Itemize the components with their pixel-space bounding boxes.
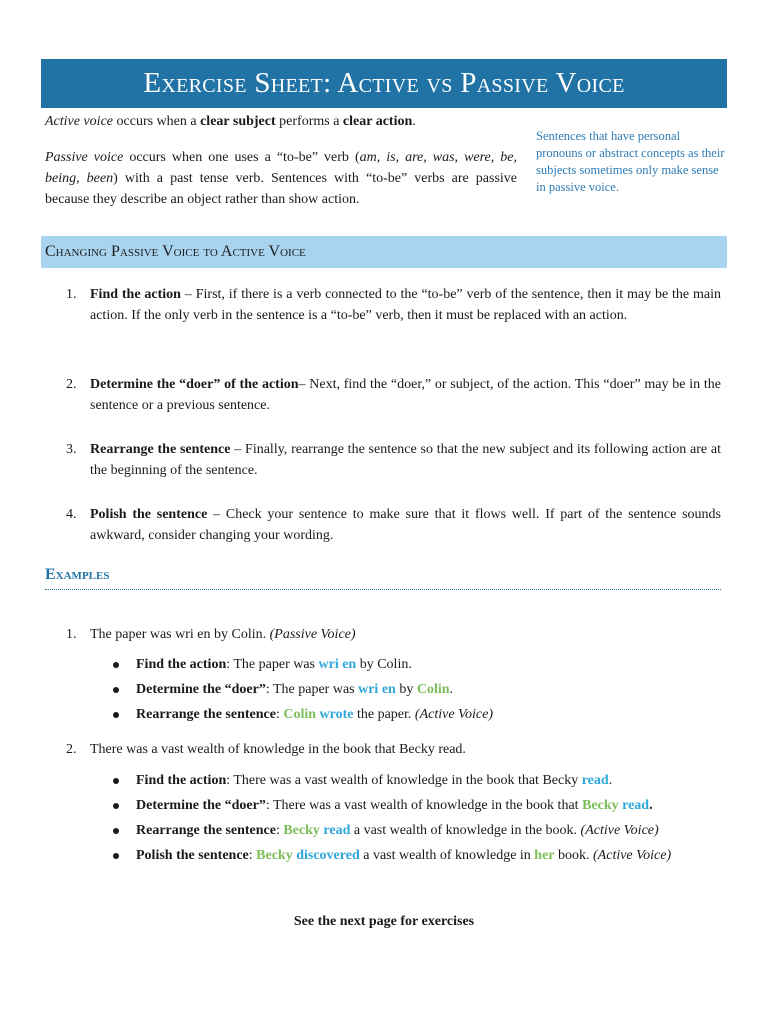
example-step	[113, 704, 723, 725]
bullet-dot-icon	[113, 778, 119, 784]
example-step	[113, 679, 723, 700]
example-step-text: Find the action: The paper was wri en by Colin.	[136, 657, 412, 672]
examples-heading: Examples	[45, 566, 721, 590]
step-text: – First, if there is a verb connected to the “to-be” verb of the sentence, then it may be the main action. If the only verb in the sentence is a “to-be” verb, then it must be replaced with an action.	[90, 287, 722, 323]
example-step-text: Determine the “doer”: There was a vast wealth of knowledge in the book that Becky read.	[136, 798, 653, 813]
step-text: – Check your sentence to make sure that it flows well. If part of the sentence sounds awkward, consider changing your wording.	[90, 507, 721, 543]
sidebar-note: Sentences that have personal pronouns or abstract concepts as their subjects sometimes only make sense in passive voice.	[536, 129, 725, 194]
step-item	[66, 439, 721, 481]
next-page-note: See the next page for exercises	[293, 914, 475, 929]
intro-section	[45, 111, 517, 225]
step-number: 1.	[66, 287, 77, 302]
example-step-text: Rearrange the sentence: Colin wrote the paper. (Active Voice)	[136, 707, 494, 722]
example-step	[113, 770, 723, 791]
section-heading: Changing Passive Voice to Active Voice	[41, 236, 727, 268]
bullet-dot-icon	[113, 828, 119, 834]
step-number: 2.	[66, 377, 77, 392]
bullet-dot-icon	[113, 712, 119, 718]
example-step-text: Polish the sentence: Becky discovered a vast wealth of knowledge in her book. (Active Voice)	[136, 848, 672, 863]
steps-list	[66, 284, 721, 546]
example-number: 2.	[66, 742, 77, 757]
example-step-text: Find the action: There was a vast wealth of knowledge in the book that Becky read.	[136, 773, 613, 788]
example-text: The paper was wri en by Colin. (Passive Voice)	[90, 627, 356, 642]
example-steps-list	[113, 770, 723, 870]
example-number: 1.	[66, 627, 77, 642]
bullet-dot-icon	[113, 687, 119, 693]
example-step	[113, 654, 723, 675]
example-text: There was a vast wealth of knowledge in the book that Becky read.	[90, 742, 466, 757]
step-number: 3.	[66, 442, 77, 457]
example-step	[113, 820, 723, 841]
intro-active-definition: Active voice occurs when a clear subject performs a clear action.	[45, 114, 416, 129]
bullet-dot-icon	[113, 853, 119, 859]
example-sentence	[66, 624, 721, 645]
bullet-dot-icon	[113, 803, 119, 809]
step-text: – Next, find the “doer,” or subject, of the action. This “doer” may be in the sentence or a previous sentence.	[90, 377, 721, 413]
example-step-text: Rearrange the sentence: Becky read a vast wealth of knowledge in the book. (Active Voice)	[136, 823, 659, 838]
step-text: – Finally, rearrange the sentence so that the new subject and its following action are at the beginning of the sentence.	[90, 442, 721, 478]
example-step	[113, 795, 723, 816]
step-item	[66, 374, 721, 416]
step-number: 4.	[66, 507, 77, 522]
bullet-dot-icon	[113, 662, 119, 668]
example-steps-list	[113, 654, 723, 729]
step-term: Find the action	[90, 287, 181, 302]
example-sentence	[66, 739, 721, 760]
intro-passive-definition: Passive voice occurs when one uses a “to-be” verb (am, is, are, was, were, be, being, been) with a past tense verb. Sentences with “to-be” verbs are passive because they describe an object rather than show action.	[45, 150, 518, 207]
step-item	[66, 284, 721, 347]
example-step	[113, 845, 723, 866]
example-step-text: Determine the “doer”: The paper was wri en by Colin.	[136, 682, 454, 697]
step-item	[66, 504, 721, 546]
step-term: Determine the “doer” of the action	[90, 377, 299, 392]
page-title: Exercise Sheet: Active vs Passive Voice	[41, 59, 727, 108]
step-term: Rearrange the sentence	[90, 442, 231, 457]
step-term: Polish the sentence	[90, 507, 208, 522]
